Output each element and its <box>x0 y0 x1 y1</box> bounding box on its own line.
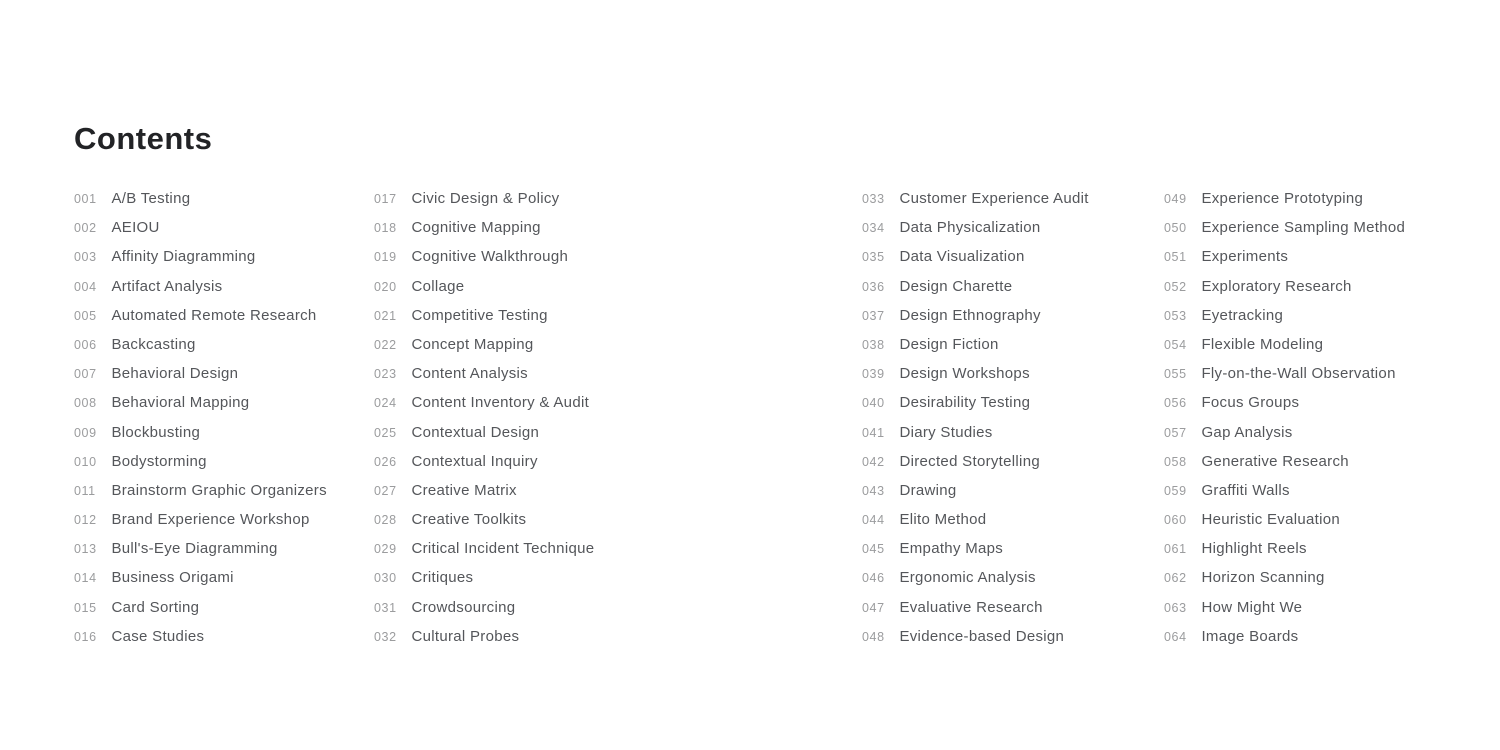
toc-entry-number: 025 <box>374 425 397 440</box>
toc-entry <box>1164 359 1405 388</box>
toc-entry <box>74 213 327 242</box>
toc-entry <box>1164 301 1405 330</box>
toc-entry <box>374 476 594 505</box>
toc-entry <box>1164 272 1405 301</box>
toc-entry-number: 056 <box>1164 396 1187 411</box>
toc-entry-title: Critical Incident Technique <box>411 540 595 558</box>
toc-entry-number: 044 <box>862 513 885 528</box>
toc-entry-number: 027 <box>374 483 397 498</box>
toc-entry-number: 018 <box>374 221 397 236</box>
toc-entry <box>374 418 594 447</box>
toc-entry-title: Gap Analysis <box>1201 423 1293 441</box>
toc-entry-number: 030 <box>374 571 397 586</box>
toc-entry-number: 031 <box>374 600 397 615</box>
toc-entry-title: Brainstorm Graphic Organizers <box>111 481 327 499</box>
toc-entry-title: Exploratory Research <box>1201 277 1352 295</box>
toc-entry <box>1164 563 1405 592</box>
toc-entry-number: 058 <box>1164 454 1187 469</box>
toc-entry-title: A/B Testing <box>111 190 191 207</box>
toc-entry-title: Cognitive Walkthrough <box>411 248 569 266</box>
toc-entry <box>74 563 327 592</box>
toc-entry-number: 040 <box>862 396 885 411</box>
toc-entry <box>74 330 327 359</box>
toc-entry-title: Experience Sampling Method <box>1201 219 1406 237</box>
toc-entry-number: 004 <box>74 279 97 294</box>
toc-entry-number: 019 <box>374 250 397 265</box>
toc-entry-title: Critiques <box>411 569 474 587</box>
toc-entry-number: 037 <box>862 308 885 323</box>
toc-column-3 <box>862 184 1089 651</box>
toc-entry-number: 015 <box>74 600 97 615</box>
toc-entry-number: 057 <box>1164 425 1187 440</box>
toc-entry-number: 064 <box>1164 629 1187 644</box>
toc-entry <box>374 534 594 563</box>
toc-entry <box>374 359 594 388</box>
toc-entry-title: Heuristic Evaluation <box>1201 511 1341 529</box>
toc-entry <box>74 447 327 476</box>
toc-entry-number: 038 <box>862 337 885 352</box>
toc-entry <box>74 242 327 271</box>
toc-entry <box>74 505 327 534</box>
toc-entry-number: 063 <box>1164 600 1187 615</box>
toc-entry-title: Highlight Reels <box>1201 540 1307 558</box>
toc-entry-title: Customer Experience Audit <box>899 190 1089 207</box>
toc-entry-title: Fly-on-the-Wall Observation <box>1201 365 1396 383</box>
toc-entry-title: Evidence-based Design <box>899 627 1065 645</box>
toc-entry-title: Elito Method <box>899 511 987 529</box>
toc-entry <box>74 301 327 330</box>
toc-entry <box>862 330 1089 359</box>
toc-entry-title: Experiments <box>1201 248 1289 266</box>
toc-entry-title: Bull's-Eye Diagramming <box>111 540 278 558</box>
toc-entry-title: Behavioral Mapping <box>111 394 250 412</box>
toc-entry <box>1164 184 1405 213</box>
toc-entry-title: Competitive Testing <box>411 306 548 324</box>
toc-entry-number: 052 <box>1164 279 1187 294</box>
toc-entry-number: 014 <box>74 571 97 586</box>
toc-entry-number: 053 <box>1164 308 1187 323</box>
toc-entry <box>374 301 594 330</box>
toc-entry-number: 039 <box>862 367 885 382</box>
toc-entry-number: 055 <box>1164 367 1187 382</box>
toc-entry <box>862 593 1089 622</box>
toc-entry-number: 060 <box>1164 513 1187 528</box>
toc-entry-number: 050 <box>1164 221 1187 236</box>
toc-entry-title: Case Studies <box>111 627 205 645</box>
toc-entry-number: 048 <box>862 629 885 644</box>
toc-entry-title: Creative Toolkits <box>411 511 527 529</box>
toc-entry <box>862 301 1089 330</box>
toc-entry-number: 043 <box>862 483 885 498</box>
toc-entry-number: 010 <box>74 454 97 469</box>
toc-entry-title: Crowdsourcing <box>411 598 516 616</box>
toc-entry-number: 008 <box>74 396 97 411</box>
toc-entry-title: Behavioral Design <box>111 365 239 383</box>
toc-entry-title: Diary Studies <box>899 423 993 441</box>
toc-entry-title: Civic Design & Policy <box>411 190 560 207</box>
toc-entry-number: 034 <box>862 221 885 236</box>
toc-entry-title: Design Workshops <box>899 365 1030 383</box>
toc-entry-number: 024 <box>374 396 397 411</box>
toc-entry-number: 016 <box>74 629 97 644</box>
toc-entry-title: Design Charette <box>899 277 1013 295</box>
toc-entry <box>862 359 1089 388</box>
toc-entry-title: Collage <box>411 277 465 295</box>
toc-entry-title: Ergonomic Analysis <box>899 569 1036 587</box>
toc-entry <box>74 184 327 213</box>
toc-entry <box>74 359 327 388</box>
toc-entry <box>374 447 594 476</box>
toc-entry-number: 042 <box>862 454 885 469</box>
toc-entry-title: Directed Storytelling <box>899 452 1040 470</box>
toc-entry-title: Design Ethnography <box>899 306 1041 324</box>
toc-entry-title: Flexible Modeling <box>1201 335 1324 353</box>
toc-entry-title: Backcasting <box>111 335 196 353</box>
toc-entry <box>1164 593 1405 622</box>
toc-entry-title: Data Visualization <box>899 248 1025 266</box>
toc-entry <box>862 242 1089 271</box>
toc-entry <box>74 593 327 622</box>
toc-entry-number: 062 <box>1164 571 1187 586</box>
toc-entry-number: 036 <box>862 279 885 294</box>
toc-entry <box>374 563 594 592</box>
toc-entry <box>1164 505 1405 534</box>
toc-entry-number: 006 <box>74 337 97 352</box>
toc-entry <box>862 622 1089 651</box>
toc-entry-title: Creative Matrix <box>411 481 517 499</box>
toc-entry-title: Bodystorming <box>111 452 207 470</box>
toc-entry-number: 033 <box>862 192 885 206</box>
toc-entry-title: Contextual Design <box>411 423 540 441</box>
toc-entry-number: 012 <box>74 513 97 528</box>
toc-entry-number: 021 <box>374 308 397 323</box>
toc-entry-title: Concept Mapping <box>411 335 534 353</box>
toc-entry <box>1164 534 1405 563</box>
toc-entry-title: Business Origami <box>111 569 234 587</box>
toc-entry-number: 002 <box>74 221 97 236</box>
toc-entry <box>1164 418 1405 447</box>
toc-entry-number: 059 <box>1164 483 1187 498</box>
toc-entry-number: 041 <box>862 425 885 440</box>
toc-entry-title: Data Physicalization <box>899 219 1041 237</box>
toc-entry <box>1164 447 1405 476</box>
toc-entry <box>74 388 327 417</box>
toc-entry-number: 028 <box>374 513 397 528</box>
toc-entry-number: 003 <box>74 250 97 265</box>
toc-entry <box>862 184 1089 213</box>
toc-entry-number: 032 <box>374 629 397 644</box>
toc-entry-title: AEIOU <box>111 219 160 237</box>
toc-entry <box>74 418 327 447</box>
toc-entry <box>374 388 594 417</box>
toc-column-2 <box>374 184 594 651</box>
toc-entry-number: 011 <box>74 483 96 498</box>
toc-entry <box>74 534 327 563</box>
toc-entry-number: 013 <box>74 542 97 557</box>
toc-entry-number: 061 <box>1164 542 1187 557</box>
toc-entry <box>1164 388 1405 417</box>
toc-entry-number: 023 <box>374 367 397 382</box>
toc-entry-number: 009 <box>74 425 97 440</box>
toc-entry <box>862 563 1089 592</box>
toc-entry <box>862 447 1089 476</box>
toc-entry <box>374 213 594 242</box>
toc-entry-title: Artifact Analysis <box>111 277 223 295</box>
toc-entry <box>1164 213 1405 242</box>
toc-entry-title: Content Analysis <box>411 365 528 383</box>
toc-entry-number: 047 <box>862 600 885 615</box>
toc-entry-number: 026 <box>374 454 397 469</box>
toc-entry-number: 049 <box>1164 192 1187 206</box>
toc-entry-title: Contextual Inquiry <box>411 452 538 470</box>
toc-column-1 <box>74 184 327 651</box>
toc-entry-number: 020 <box>374 279 397 294</box>
toc-entry-number: 017 <box>374 192 397 206</box>
toc-entry-number: 001 <box>74 192 97 206</box>
toc-entry-number: 045 <box>862 542 885 557</box>
toc-entry <box>374 505 594 534</box>
toc-entry-title: Generative Research <box>1201 452 1349 470</box>
toc-entry-title: Evaluative Research <box>899 598 1043 616</box>
toc-entry-title: Automated Remote Research <box>111 306 317 324</box>
toc-entry-title: Graffiti Walls <box>1201 481 1290 499</box>
toc-entry <box>862 388 1089 417</box>
toc-entry-title: How Might We <box>1201 598 1303 616</box>
toc-entry-title: Drawing <box>899 481 957 499</box>
toc-entry <box>374 622 594 651</box>
toc-entry-title: Blockbusting <box>111 423 201 441</box>
toc-entry-title: Cognitive Mapping <box>411 219 541 237</box>
toc-entry <box>374 184 594 213</box>
toc-entry-title: Brand Experience Workshop <box>111 511 310 529</box>
toc-entry <box>374 593 594 622</box>
toc-entry <box>862 272 1089 301</box>
toc-entry-title: Cultural Probes <box>411 627 520 645</box>
toc-entry-title: Affinity Diagramming <box>111 248 256 266</box>
toc-entry <box>74 622 327 651</box>
toc-entry-number: 005 <box>74 308 97 323</box>
toc-column-4 <box>1164 184 1405 651</box>
toc-entry-number: 029 <box>374 542 397 557</box>
toc-entry <box>1164 242 1405 271</box>
toc-entry-number: 035 <box>862 250 885 265</box>
toc-entry-title: Experience Prototyping <box>1201 190 1364 207</box>
toc-entry <box>74 272 327 301</box>
toc-entry <box>374 330 594 359</box>
toc-entry <box>1164 330 1405 359</box>
toc-entry-title: Content Inventory & Audit <box>411 394 590 412</box>
toc-entry <box>862 534 1089 563</box>
toc-entry-title: Eyetracking <box>1201 306 1284 324</box>
toc-entry <box>74 476 327 505</box>
toc-entry <box>862 505 1089 534</box>
toc-entry <box>374 242 594 271</box>
toc-entry <box>1164 622 1405 651</box>
page-title: Contents <box>74 121 213 156</box>
toc-entry-title: Desirability Testing <box>899 394 1031 412</box>
toc-entry <box>374 272 594 301</box>
toc-entry-title: Horizon Scanning <box>1201 569 1325 587</box>
toc-entry-number: 054 <box>1164 337 1187 352</box>
toc-entry-title: Design Fiction <box>899 335 999 353</box>
toc-entry <box>1164 476 1405 505</box>
toc-entry-title: Card Sorting <box>111 598 200 616</box>
toc-entry-number: 051 <box>1164 250 1187 265</box>
toc-entry <box>862 476 1089 505</box>
toc-entry-number: 007 <box>74 367 97 382</box>
toc-entry-title: Image Boards <box>1201 627 1299 645</box>
toc-entry-title: Focus Groups <box>1201 394 1300 412</box>
toc-entry-number: 022 <box>374 337 397 352</box>
toc-entry <box>862 213 1089 242</box>
toc-entry-number: 046 <box>862 571 885 586</box>
toc-entry <box>862 418 1089 447</box>
toc-entry-title: Empathy Maps <box>899 540 1004 558</box>
